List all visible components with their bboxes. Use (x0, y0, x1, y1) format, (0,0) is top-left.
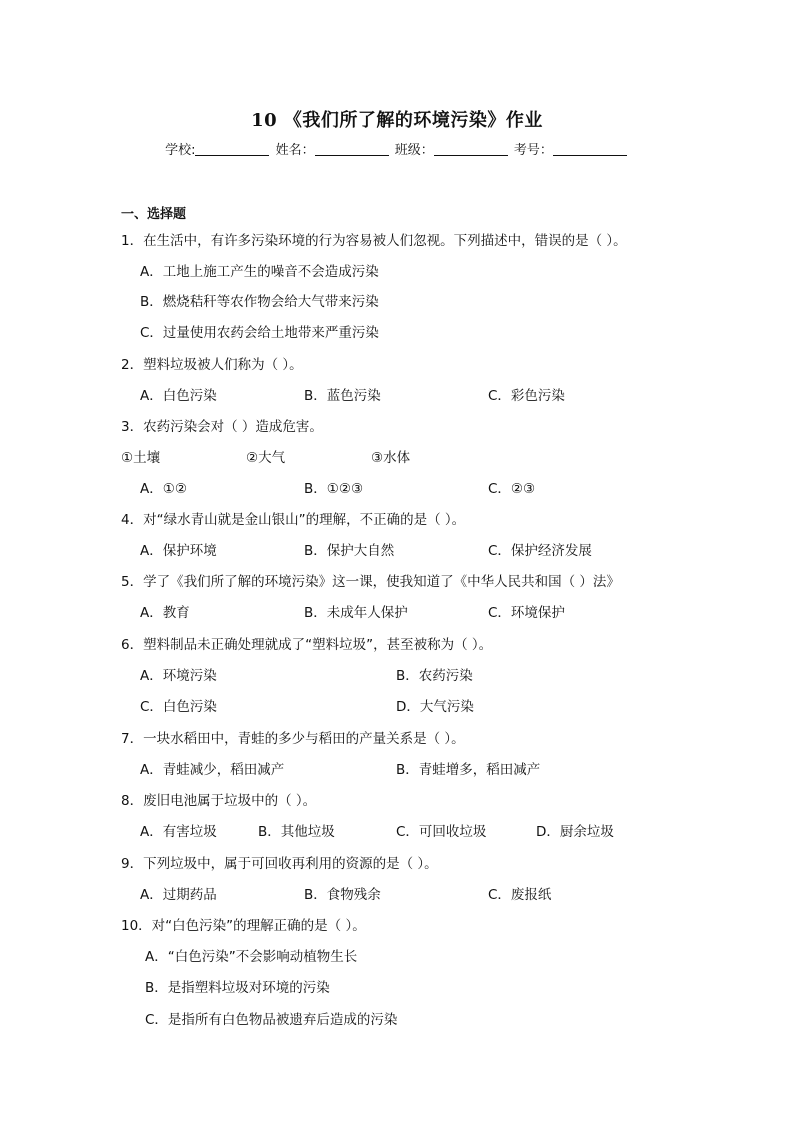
name-label: 姓名： (275, 143, 315, 158)
question-1-option-c[interactable]: C．过量使用农药会给土地带来严重污染 (140, 325, 379, 341)
question-2-option-a[interactable]: A．白色污染 (140, 388, 217, 404)
question-2-option-c[interactable]: C．彩色污染 (488, 388, 565, 404)
question-3-option-c[interactable]: C．②③ (488, 481, 536, 497)
question-4-option-b[interactable]: B．保护大自然 (304, 543, 395, 559)
question-5-option-b[interactable]: B．未成年人保护 (304, 605, 408, 621)
question-4-option-c[interactable]: C．保护经济发展 (488, 543, 592, 559)
question-1-option-b[interactable]: B．燃烧秸秆等农作物会给大气带来污染 (140, 294, 379, 310)
question-10-option-c[interactable]: C．是指所有白色物品被遗弃后造成的污染 (145, 1012, 398, 1028)
question-5-option-a[interactable]: A．教育 (140, 605, 190, 621)
question-5-stem: 5．学了《我们所了解的环境污染》这一课，使我知道了《中华人民共和国（ ）法》 (121, 574, 620, 590)
question-6-option-c[interactable]: C．白色污染 (140, 699, 217, 715)
page-title: 10 《我们所了解的环境污染》作业 (251, 110, 543, 131)
question-2-stem: 2．塑料垃圾被人们称为（ ）。 (121, 357, 303, 373)
question-5-option-c[interactable]: C．环境保护 (488, 605, 565, 621)
section-heading: 一、选择题 (121, 207, 187, 222)
question-10-option-b[interactable]: B．是指塑料垃圾对环境的污染 (145, 980, 330, 996)
question-3-item-1: ①土壤 (121, 450, 161, 466)
question-8-stem: 8．废旧电池属于垃圾中的（ ）。 (121, 793, 317, 809)
question-9-stem: 9．下列垃圾中，属于可回收再利用的资源的是（ ）。 (121, 856, 438, 872)
class-label: 班级： (394, 143, 434, 158)
question-6-option-b[interactable]: B．农药污染 (396, 668, 473, 684)
question-7-option-a[interactable]: A．青蛙减少，稻田减产 (140, 762, 285, 778)
question-6-option-d[interactable]: D．大气污染 (396, 699, 474, 715)
question-8-option-d[interactable]: D．厨余垃圾 (536, 824, 614, 840)
question-7-stem: 7．一块水稻田中，青蛙的多少与稻田的产量关系是（ ）。 (121, 731, 465, 747)
question-4-option-a[interactable]: A．保护环境 (140, 543, 217, 559)
question-6-option-a[interactable]: A．环境污染 (140, 668, 217, 684)
question-3-option-a[interactable]: A．①② (140, 481, 187, 497)
exam-number-label: 考号： (513, 143, 553, 158)
question-2-option-b[interactable]: B．蓝色污染 (304, 388, 381, 404)
exam-number-blank[interactable] (553, 143, 627, 156)
question-3-option-b[interactable]: B．①②③ (304, 481, 364, 497)
class-blank[interactable] (434, 143, 508, 156)
question-9-option-b[interactable]: B．食物残余 (304, 887, 381, 903)
question-10-stem: 10．对“白色污染”的理解正确的是（ ）。 (121, 918, 366, 934)
question-3-stem: 3．农药污染会对（ ）造成危害。 (121, 419, 323, 435)
question-8-option-c[interactable]: C．可回收垃圾 (396, 824, 487, 840)
school-label: 学校: (165, 143, 196, 158)
question-1-stem: 1．在生活中，有许多污染环境的行为容易被人们忽视。下列描述中，错误的是（ ）。 (121, 233, 627, 249)
question-9-option-c[interactable]: C．废报纸 (488, 887, 552, 903)
name-blank[interactable] (315, 143, 389, 156)
question-3-item-2: ②大气 (246, 450, 286, 466)
question-8-option-b[interactable]: B．其他垃圾 (258, 824, 335, 840)
question-4-stem: 4．对“绿水青山就是金山银山”的理解，不正确的是（ ）。 (121, 512, 466, 528)
question-1-option-a[interactable]: A．工地上施工产生的噪音不会造成污染 (140, 264, 379, 280)
question-10-option-a[interactable]: A．“白色污染”不会影响动植物生长 (145, 949, 358, 965)
question-7-option-b[interactable]: B．青蛙增多，稻田减产 (396, 762, 541, 778)
question-6-stem: 6．塑料制品未正确处理就成了“塑料垃圾”，甚至被称为（ ）。 (121, 637, 493, 653)
student-info-line (0, 139, 794, 158)
question-9-option-a[interactable]: A．过期药品 (140, 887, 217, 903)
school-blank[interactable] (195, 143, 269, 156)
question-3-item-3: ③水体 (371, 450, 411, 466)
question-8-option-a[interactable]: A．有害垃圾 (140, 824, 217, 840)
